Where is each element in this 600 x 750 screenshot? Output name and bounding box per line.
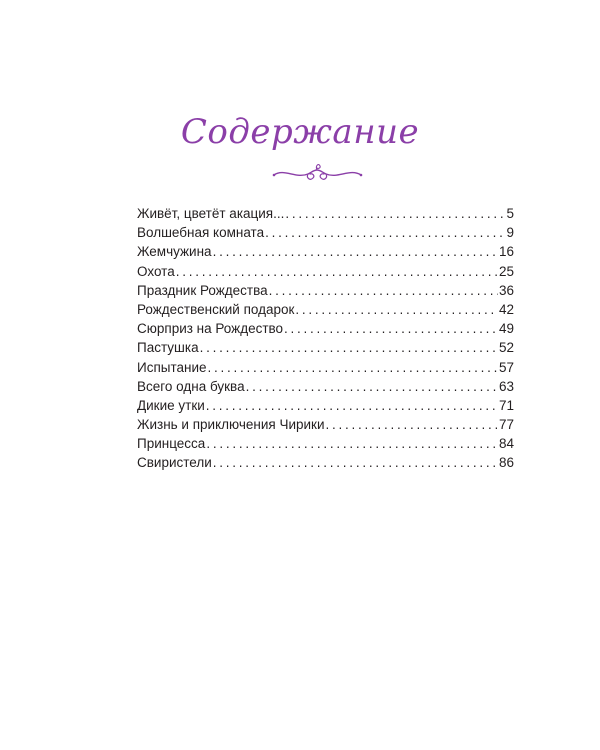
- dot-leader: [176, 264, 498, 279]
- toc-entry[interactable]: [137, 302, 514, 321]
- toc-entry-title: Волшебная комната: [137, 225, 265, 241]
- toc-entry-title: Испытание: [137, 359, 207, 375]
- toc-entry-page: 9: [506, 225, 514, 241]
- toc-entry-title: Жизнь и приключения Чирики: [137, 417, 325, 433]
- toc-entry[interactable]: [137, 321, 514, 340]
- dot-leader: [325, 417, 497, 432]
- toc-entry[interactable]: [137, 455, 514, 474]
- toc-entry-title: Праздник Рождества: [137, 282, 268, 298]
- toc-entry[interactable]: [137, 225, 514, 244]
- dot-leader: [206, 398, 498, 413]
- toc-entry-page: 25: [498, 263, 514, 279]
- toc-entry-title: Пастушка: [137, 340, 199, 356]
- toc-entry-page: 86: [498, 455, 514, 471]
- toc-entry[interactable]: [137, 417, 514, 436]
- toc-entry-title: Сюрприз на Рождество: [137, 321, 284, 337]
- dot-leader: [206, 436, 498, 451]
- flourish-divider-icon: [270, 160, 365, 186]
- toc-entry-page: 5: [506, 206, 514, 221]
- toc-entry-page: 36: [498, 282, 514, 298]
- toc-entry-page: 57: [498, 359, 514, 375]
- dot-leader: [246, 379, 498, 394]
- dot-leader: [295, 302, 498, 317]
- toc-entry-title: Принцесса: [137, 436, 206, 452]
- toc-entry-page: 77: [498, 417, 514, 433]
- toc-entry-title: Живёт, цветёт акация...: [137, 206, 285, 221]
- page-title: Содержание: [180, 112, 420, 152]
- toc-entry-title: Всего одна буква: [137, 378, 245, 394]
- toc-entry-title: Дикие утки: [137, 397, 205, 413]
- toc-entry[interactable]: [137, 398, 514, 417]
- dot-leader: [213, 455, 498, 470]
- toc-entry[interactable]: [137, 360, 514, 379]
- toc-entry-title: Жемчужина: [137, 244, 212, 260]
- dot-leader: [269, 283, 498, 298]
- toc-entry-title: Охота: [137, 263, 175, 279]
- dot-leader: [213, 244, 498, 259]
- toc-entry[interactable]: [137, 244, 514, 263]
- toc-entry-page: 71: [498, 397, 514, 413]
- toc-entry-page: 42: [498, 301, 514, 317]
- toc-entry-page: 49: [498, 321, 514, 337]
- toc-entry[interactable]: [137, 206, 514, 225]
- dot-leader: [285, 206, 505, 221]
- toc-entry[interactable]: [137, 379, 514, 398]
- toc-entry-page: 63: [498, 378, 514, 394]
- toc-entry-page: 16: [498, 244, 514, 260]
- dot-leader: [265, 225, 505, 240]
- toc-entry[interactable]: [137, 264, 514, 283]
- dot-leader: [284, 321, 498, 336]
- dot-leader: [200, 340, 498, 355]
- table-of-contents: [137, 206, 514, 475]
- toc-entry[interactable]: [137, 340, 514, 359]
- dot-leader: [208, 360, 498, 375]
- toc-entry-title: Рождественский подарок: [137, 301, 295, 317]
- toc-entry-page: 52: [498, 340, 514, 356]
- toc-entry[interactable]: [137, 283, 514, 302]
- toc-entry-title: Свиристели: [137, 455, 212, 471]
- toc-entry[interactable]: [137, 436, 514, 455]
- toc-entry-page: 84: [498, 436, 514, 452]
